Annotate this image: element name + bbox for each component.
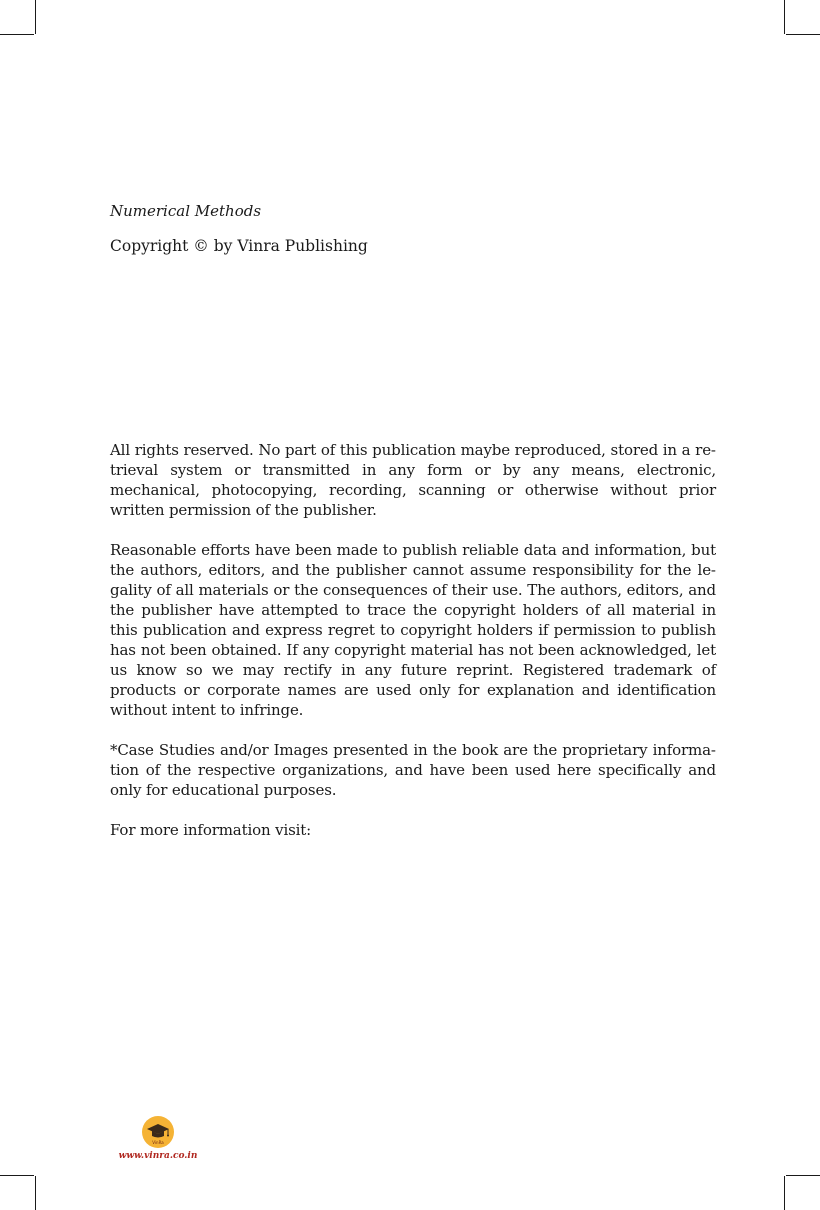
disclaimer-paragraph: Reasonable efforts have been made to publish reliable data and information, but the authors, editors, and the publisher cannot assume responsibility for the legality of all materials or the consequences of their use. The authors, editors, and the publisher have attempted to trace the copyright holders of all material in this publication and express regret to copyright holders if permission to publish has not been obtained. If any copyright material has not been acknowledged, let us know so we may rectify in any future reprint. Registered trademark of products or corporate names are used only for explanation and identification without intent to infringe. [110,541,716,719]
rights-reserved-paragraph: All rights reserved. No part of this publication maybe reproduced, stored in a retrieval system or transmitted in any form or by any means, electronic, mechanical, photocopying, recording, scanning or otherwise without prior written permission of the publisher. [110,441,716,519]
crop-mark-bottom-right-vertical [784,1176,785,1210]
crop-mark-top-right-vertical [784,0,785,34]
logo-emblem [142,1116,174,1148]
case-studies-paragraph: *Case Studies and/or Images presented in the book are the proprietary information of the respective organizations, and have been used here specifically and only for educational purposes. [110,741,716,799]
copyright-notice: Copyright © by Vinra Publishing [110,237,368,255]
book-title: Numerical Methods [110,202,262,220]
publisher-website: www.vinra.co.in [118,1151,198,1161]
crop-mark-top-left-vertical [35,0,36,34]
crop-mark-top-left-horizontal [0,34,34,35]
crop-mark-bottom-right-horizontal [786,1175,820,1176]
publisher-logo [118,1116,198,1166]
crop-mark-top-right-horizontal [786,34,820,35]
crop-mark-bottom-left-horizontal [0,1175,34,1176]
crop-mark-bottom-left-vertical [35,1176,36,1210]
logo-emblem-text: VinRa [152,1140,164,1145]
graduation-cap-icon [142,1116,174,1148]
more-info-paragraph: For more information visit: [110,821,312,839]
